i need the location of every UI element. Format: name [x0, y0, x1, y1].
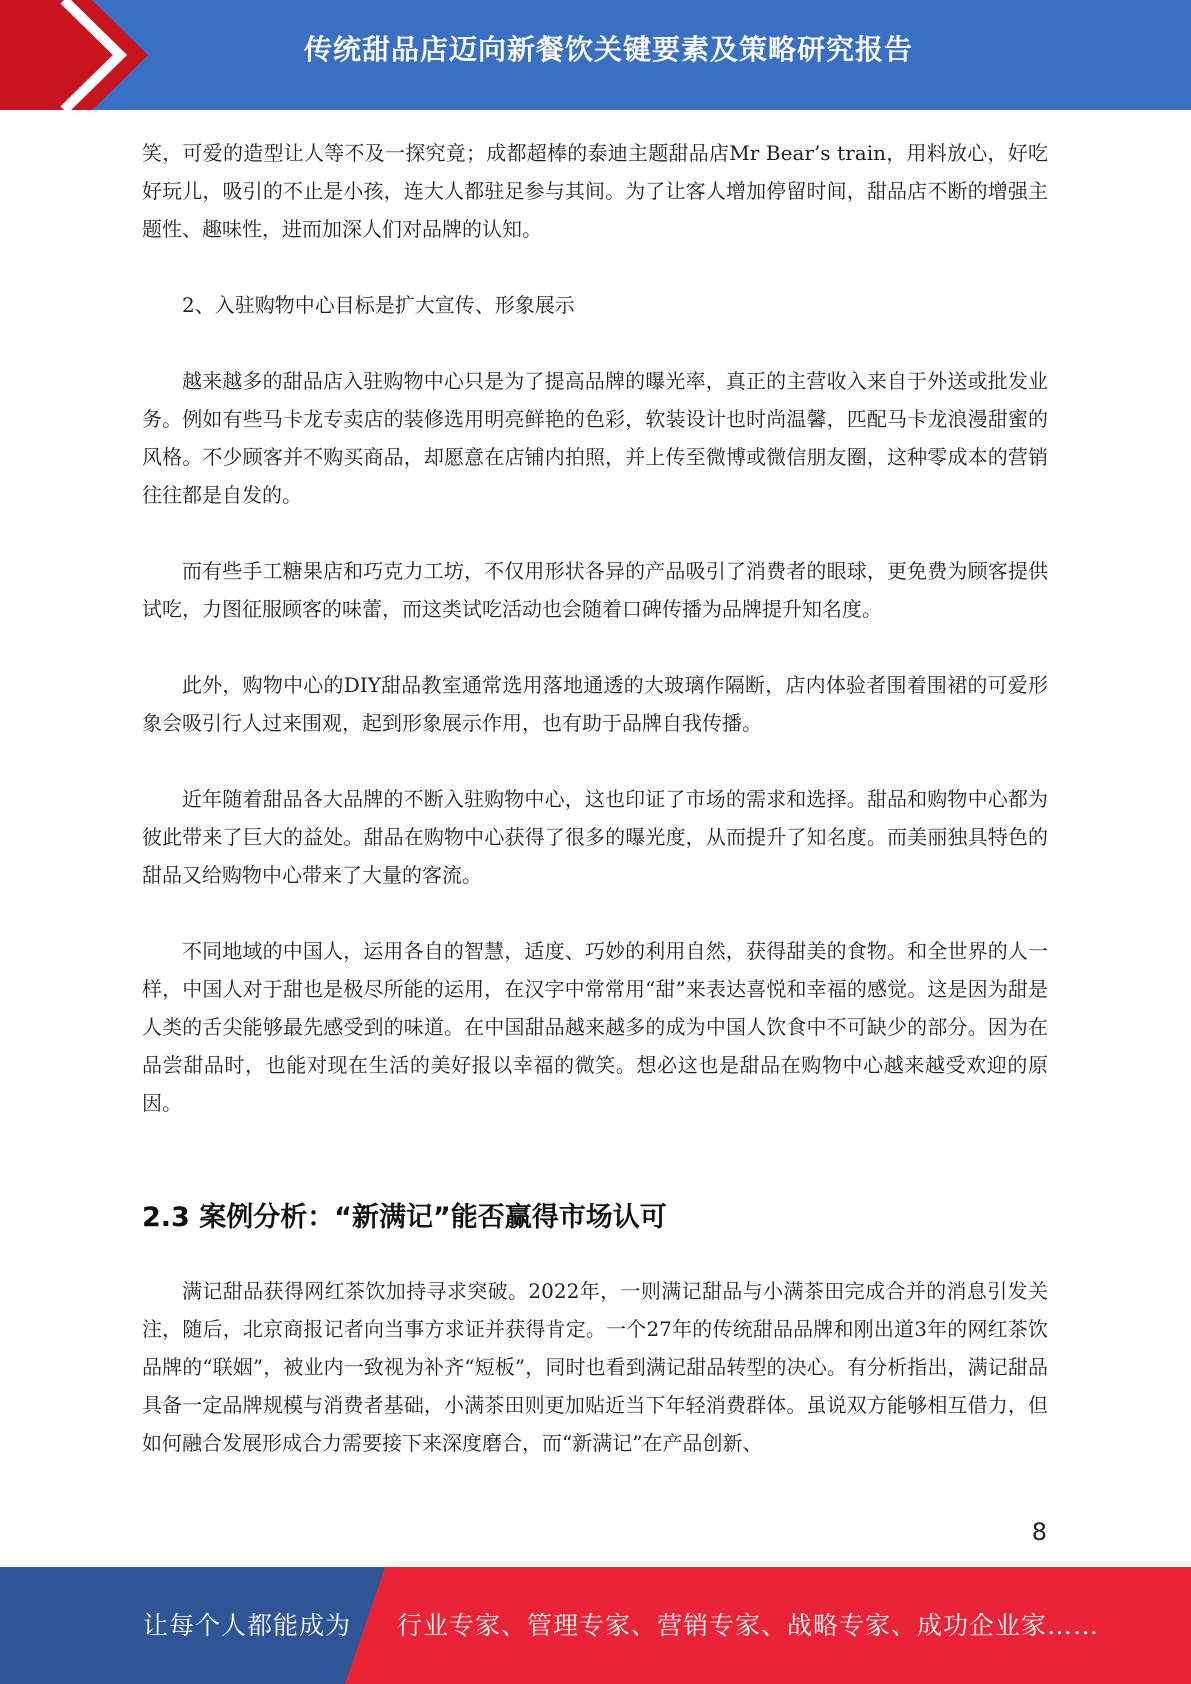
page-number: 8 [1031, 1518, 1047, 1546]
paragraph: 越来越多的甜品店入驻购物中心只是为了提高品牌的曝光率，真正的主营收入来自于外送或批发业务。例如有些马卡龙专卖店的装修选用明亮鲜艳的色彩，软装设计也时尚温馨，匹配马卡龙浪漫甜蜜的风格。不少顾客并不购买商品，却愿意在店铺内拍照，并上传至微博或微信朋友圈，这种零成本的营销往往都是自发的。 [142, 369, 1048, 507]
paragraph: 近年随着甜品各大品牌的不断入驻购物中心，这也印证了市场的需求和选择。甜品和购物中心都为彼此带来了巨大的益处。甜品在购物中心获得了很多的曝光度，从而提升了知名度。而美丽独具特色的甜品又给购物中心带来了大量的客流。 [142, 787, 1048, 887]
paragraph: 不同地域的中国人，运用各自的智慧，适度、巧妙的利用自然，获得甜美的食物。和全世界的人一样，中国人对于甜也是极尽所能的运用，在汉字中常常用“甜”来表达喜悦和幸福的感觉。这是因为甜是人类的舌尖能够最先感受到的味道。在中国甜品越来越多的成为中国人饮食中不可缺少的部分。因为在品尝甜品时，也能对现在生活的美好报以幸福的微笑。想必这也是甜品在购物中心越来越受欢迎的原因。 [142, 939, 1048, 1115]
footer-slogan-left: 让每个人都能成为 [143, 1611, 352, 1640]
footer-slogan-right: 行业专家、管理专家、营销专家、战略专家、成功企业家…… [397, 1611, 1100, 1640]
footer-banner [0, 1567, 1191, 1684]
main-content [142, 134, 1048, 1462]
subheading-shopping-mall: 2、入驻购物中心目标是扩大宣传、形象展示 [182, 293, 575, 317]
report-title: 传统甜品店迈向新餐饮关键要素及策略研究报告 [303, 33, 913, 66]
section-heading: 2.3 案例分析：“新满记”能否赢得市场认可 [142, 1202, 667, 1233]
paragraph: 满记甜品获得网红茶饮加持寻求突破。2022年，一则满记甜品与小满茶田完成合并的消息引发关注，随后，北京商报记者向当事方求证并获得肯定。一个27年的传统甜品品牌和刚出道3年的网红茶饮品牌的“联姻”，被业内一致视为补齐“短板”，同时也看到满记甜品转型的决心。有分析指出，满记甜品具备一定品牌规模与消费者基础，小满茶田则更加贴近当下年轻消费群体。虽说双方能够相互借力，但如何融合发展形成合力需要接下来深度磨合，而“新满记”在产品创新、 [142, 1279, 1048, 1455]
paragraph: 而有些手工糖果店和巧克力工坊，不仅用形状各异的产品吸引了消费者的眼球，更免费为顾客提供试吃，力图征服顾客的味蕾，而这类试吃活动也会随着口碑传播为品牌提升知名度。 [142, 559, 1048, 621]
paragraph-continuation: 笑，可爱的造型让人等不及一探究竟；成都超棒的泰迪主题甜品店Mr Bear’s train，用料放心，好吃好玩儿，吸引的不止是小孩，连大人都驻足参与其间。为了让客人增加停留时间，甜品店不断的增强主题性、趣味性，进而加深人们对品牌的认知。 [142, 141, 1048, 241]
paragraph: 此外，购物中心的DIY甜品教室通常选用落地通透的大玻璃作隔断，店内体验者围着围裙的可爱形象会吸引行人过来围观，起到形象展示作用，也有助于品牌自我传播。 [142, 673, 1048, 735]
header-banner [0, 0, 1191, 110]
